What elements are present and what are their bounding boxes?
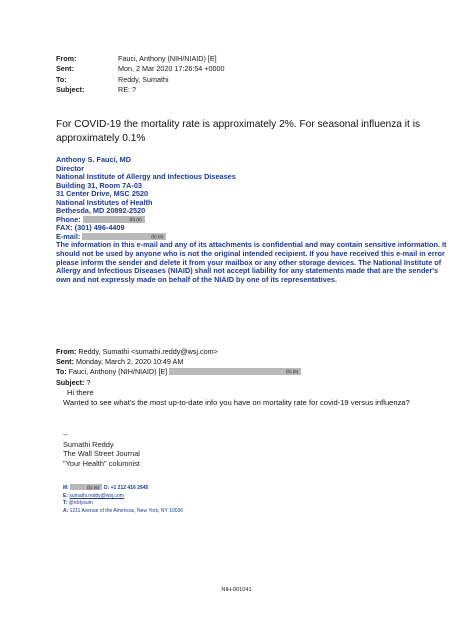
original-email-header bbox=[56, 347, 301, 388]
orig-subject-row bbox=[56, 378, 301, 388]
redaction-tag: (b) (6) bbox=[151, 233, 164, 239]
sent-label: Sent: bbox=[56, 64, 74, 74]
t-label: T: bbox=[63, 500, 68, 507]
question: Wanted to see what's the most up-to-date info you have on mortality rate for covid-19 versus influenza? bbox=[63, 398, 410, 408]
document-id: NIH-001041 bbox=[221, 587, 252, 593]
contact-address-row bbox=[63, 508, 183, 516]
subject-value: RE: ? bbox=[118, 84, 136, 94]
greeting: Hi there bbox=[67, 388, 94, 397]
e-value[interactable]: sumathi.reddy@wsj.com bbox=[69, 492, 124, 499]
redaction-tag: (b) (6) bbox=[86, 485, 100, 490]
sig-building: Building 31, Room 7A-03 bbox=[56, 180, 142, 190]
sig-fax: FAX: (301) 496-4409 bbox=[56, 223, 125, 233]
o-value: +1 212 416 2945 bbox=[110, 485, 149, 491]
sig-org: National Institute of Allergy and Infectious Diseases bbox=[56, 172, 236, 182]
sig-name: Anthony S. Fauci, MD bbox=[56, 155, 131, 164]
redaction-tag: (b) (6) bbox=[129, 216, 142, 222]
phone-redaction bbox=[83, 216, 145, 223]
to-row bbox=[56, 75, 225, 85]
orig-subject-label: Subject: bbox=[56, 377, 85, 387]
reddy-signature bbox=[63, 430, 140, 468]
sent-row bbox=[56, 64, 225, 74]
orig-sent-row bbox=[56, 357, 301, 367]
orig-from-label: From: bbox=[56, 347, 77, 356]
sig2-separator: -- bbox=[63, 430, 68, 439]
orig-subject-value: ? bbox=[86, 377, 91, 387]
o-label: O: bbox=[103, 485, 110, 491]
fauci-signature bbox=[56, 156, 451, 284]
orig-to-label: To: bbox=[56, 367, 67, 377]
t-value: @rddysum bbox=[68, 500, 93, 507]
sent-value: Mon, 2 Mar 2020 17:26:54 +0000 bbox=[118, 64, 225, 74]
sig-email-label: E-mail: bbox=[56, 231, 81, 241]
orig-to-value: Fauci, Anthony (NIH/NIAID) [E] bbox=[68, 367, 168, 377]
to-redaction bbox=[169, 368, 301, 375]
contact-email-row bbox=[63, 493, 183, 501]
subject-row bbox=[56, 85, 225, 95]
orig-from-value: Reddy, Sumathi <sumathi.reddy@wsj.com> bbox=[78, 347, 218, 356]
contact-phone-row bbox=[63, 484, 183, 493]
m-label: M: bbox=[63, 485, 69, 491]
to-label: To: bbox=[56, 74, 67, 84]
from-value: Fauci, Anthony (NIH/NIAID) [E] bbox=[118, 54, 217, 63]
a-value: 1211 Avenue of the Americas, New York, NY 10036 bbox=[69, 507, 184, 514]
redaction-tag: (b) (6) bbox=[286, 369, 299, 375]
from-row bbox=[56, 54, 225, 64]
from-label: From: bbox=[56, 54, 77, 63]
subject-label: Subject: bbox=[56, 84, 85, 94]
contact-twitter-row bbox=[63, 500, 183, 508]
original-body bbox=[63, 388, 443, 408]
sig-phone-label: Phone: bbox=[56, 214, 81, 224]
sig-institutes: National Institutes of Health bbox=[56, 197, 153, 207]
contact-block bbox=[63, 484, 183, 515]
sig2-name: Sumathi Reddy bbox=[63, 439, 114, 449]
e-label: E: bbox=[63, 492, 68, 499]
mobile-redaction bbox=[70, 484, 102, 490]
sig2-column: "Your Health" columnist bbox=[63, 458, 140, 468]
sig-city: Bethesda, MD 20892-2520 bbox=[56, 206, 146, 216]
sig2-paper: The Wall Street Journal bbox=[63, 449, 140, 458]
orig-from-row bbox=[56, 347, 301, 357]
sig-street: 31 Center Drive, MSC 2520 bbox=[56, 189, 149, 199]
to-value: Reddy, Sumathi bbox=[118, 74, 169, 84]
confidentiality-notice: The information in this e-mail and any of its attachments is confidential and may contain sensitive information. It should not be used by anyone who is not the original intended recipient. If you have received this e-mail in error please inform the sender and delete it from your mailbox or any other storage devices. The National Institute of Allergy and Infectious Diseases (NIAID) shall not accept liability for any statements made that are the sender's own and not expressly made on behalf of the NIAID by one of its representatives. bbox=[56, 240, 447, 284]
sig-title: Director bbox=[56, 163, 84, 173]
a-label: A: bbox=[63, 507, 69, 514]
email-redaction bbox=[82, 233, 166, 240]
orig-sent-label: Sent: bbox=[56, 357, 74, 367]
orig-sent-value: Monday, March 2, 2020 10:49 AM bbox=[75, 357, 184, 367]
orig-to-row bbox=[56, 367, 301, 377]
email-header bbox=[56, 54, 225, 95]
reply-text: For COVID-19 the mortality rate is approximately 2%. For seasonal influenza it is approximately 0.1% bbox=[56, 119, 421, 145]
